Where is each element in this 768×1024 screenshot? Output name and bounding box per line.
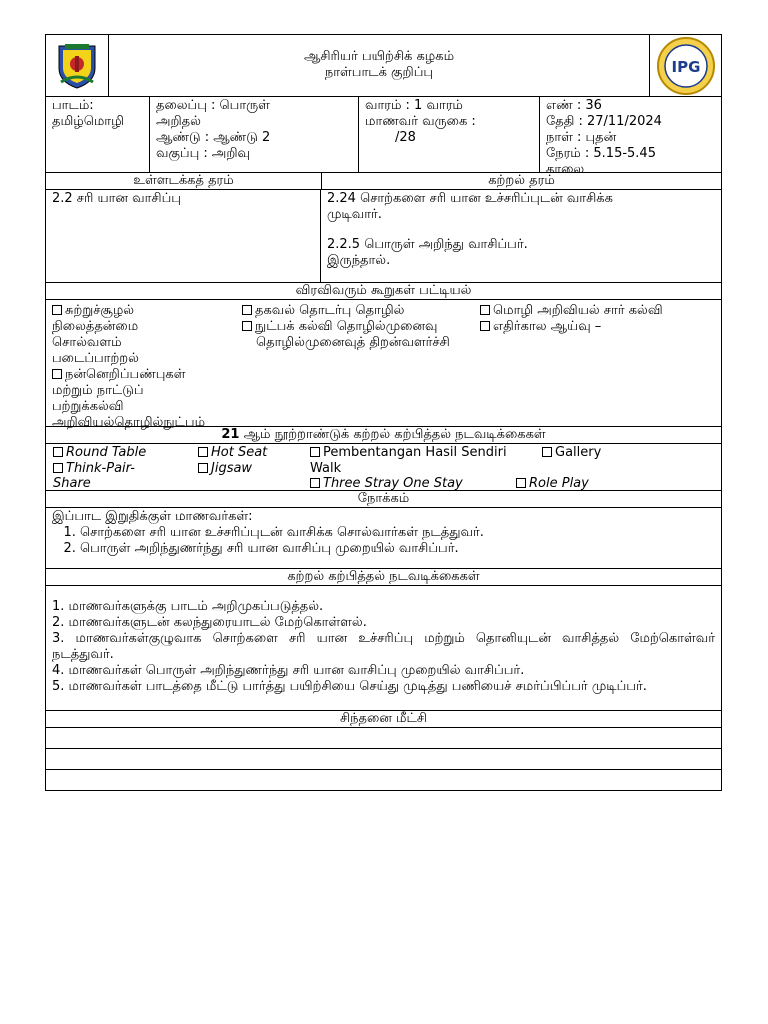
element-item: [52, 351, 230, 367]
element-label: படைப்பாற்றல்: [52, 351, 139, 366]
form-header: [46, 35, 721, 97]
checkbox-icon[interactable]: [198, 463, 208, 473]
objective-item: 1. சொற்களை சரி யான உச்சரிப்புடன் வாசிக்க சொல்வார்கள் நடத்துவர்.: [80, 525, 715, 541]
element-item[interactable]: [480, 303, 715, 319]
element-item: [52, 383, 230, 399]
element-label: சொல்வளம்: [52, 335, 122, 350]
activities-row: [46, 586, 721, 711]
activity-item: 3. மாணவர்கள்குழுவாக சொற்களை சரி யான உச்சரிப்பு மற்றும் தொனியுடன் வாசித்தல் மேற்கொள்வர் நடத்துவர்.: [52, 631, 715, 662]
checkbox-icon[interactable]: [542, 447, 552, 457]
element-item[interactable]: [52, 303, 230, 319]
subject-label: பாடம்:: [52, 98, 94, 113]
left-logo-cell: [46, 35, 109, 96]
strategy-gallery[interactable]: Gallery: [542, 445, 601, 460]
strategies-header-text: ஆம் நூற்றாண்டுக் கற்றல் கற்பித்தல் நடவடிக்கைகள்: [243, 427, 546, 442]
strategies-header: [46, 427, 721, 444]
element-label: மற்றும் நாட்டுப்: [52, 383, 144, 398]
form-title: [109, 35, 650, 96]
lesson-plan-form: [45, 34, 722, 791]
attendance-value: /28: [395, 130, 416, 145]
activity-item: 2. மாணவர்களுடன் கலந்துரையாடல் மேற்கொள்ளல்.: [52, 615, 367, 630]
elements-header: விரவிவரும் கூறுகள் பட்டியல்: [46, 283, 721, 300]
element-item: [52, 319, 230, 335]
title-line-1: ஆசிரியர் பயிற்சிக் கழகம்: [303, 49, 455, 64]
element-label: பற்றுக்கல்வி: [52, 399, 124, 414]
day-line: நாள் : புதன்: [546, 130, 617, 145]
objective-item: 2. பொருள் அறிந்துணர்ந்து சரி யான வாசிப்பு முறையில் வாசிப்பர்.: [80, 541, 715, 557]
time-line: நேரம் : 5.15-5.45: [546, 146, 656, 161]
objectives-intro: இப்பாட இறுதிக்குள் மாணவர்கள்:: [52, 509, 253, 524]
element-item[interactable]: [242, 303, 468, 319]
element-label: தொழில்முனைவுத் திறன்வளர்ச்சி: [256, 335, 450, 350]
elements-col-3: [474, 302, 721, 426]
element-label: நிலைத்தன்மை: [52, 319, 139, 334]
reflection-header: சிந்தனை மீட்சி: [46, 711, 721, 728]
topic-line-2: அறிதல்: [156, 114, 201, 129]
objectives-header: நோக்கம்: [46, 491, 721, 508]
objectives-list: [52, 525, 715, 557]
strategy-think-pair[interactable]: Think-Pair-: [53, 461, 135, 476]
activity-item: 4. மாணவர்கள் பொருள் அறிந்துணர்ந்து சரி யான வாசிப்பு முறையில் வாசிப்பர்.: [52, 663, 525, 678]
content-standard-text: 2.2 சரி யான வாசிப்பு: [46, 190, 321, 282]
strategies-row: [46, 444, 721, 491]
reflection-line-2[interactable]: [46, 749, 721, 770]
checkbox-icon[interactable]: [516, 478, 526, 488]
learning-standard-2: 2.2.5 பொருள் அறிந்து வாசிப்பர்.: [327, 237, 528, 252]
activity-item: 5. மாணவர்கள் பாடத்தை மீட்டு பார்த்து பயிற்சியை செய்து முடித்து பணியைச் சமர்ப்பிப்பர் முடிப்பர்.: [52, 679, 647, 694]
date-cell: [540, 97, 721, 177]
checkbox-icon[interactable]: [242, 305, 252, 315]
school-crest-icon: [55, 42, 99, 90]
standards-row: [46, 190, 721, 283]
element-item[interactable]: [52, 367, 230, 383]
topic-cell: [150, 97, 359, 172]
checkbox-icon[interactable]: [53, 463, 63, 473]
element-item: [52, 335, 230, 351]
institute-seal-icon: [656, 36, 716, 96]
strategy-pembentangan[interactable]: Pembentangan Hasil Sendiri: [310, 445, 507, 460]
checkbox-icon[interactable]: [242, 321, 252, 331]
activities-header: கற்றல் கற்பித்தல் நடவடிக்கைகள்: [46, 569, 721, 586]
subject-value: தமிழ்மொழி: [52, 114, 124, 129]
subject-cell: [46, 97, 150, 172]
strategy-three-stray[interactable]: Three Stray One Stay: [310, 476, 463, 491]
element-label: நன்னெறிப்பண்புகள்: [65, 367, 186, 382]
topic-line-1: தலைப்பு : பொருள்: [156, 98, 270, 113]
learning-standard-1b: முடிவார்.: [327, 207, 382, 222]
title-line-2: நாள்பாடக் குறிப்பு: [324, 65, 434, 80]
lesson-info: [46, 97, 721, 177]
element-item[interactable]: [242, 319, 468, 335]
learning-standard-header: கற்றல் தரம்: [488, 173, 555, 188]
checkbox-icon[interactable]: [198, 447, 208, 457]
strategies-header-number: 21: [221, 427, 240, 442]
strategy-share: Share: [53, 476, 91, 491]
learning-standard-cell: [321, 190, 721, 282]
checkbox-icon[interactable]: [480, 305, 490, 315]
checkbox-icon[interactable]: [310, 478, 320, 488]
checkbox-icon[interactable]: [310, 447, 320, 457]
date-line: தேதி : 27/11/2024: [546, 114, 662, 129]
checkbox-icon[interactable]: [52, 305, 62, 315]
strategy-jigsaw[interactable]: Jigsaw: [198, 461, 252, 476]
learning-standard-2b: இருந்தால்.: [327, 253, 391, 268]
attendance-line: மாணவர் வருகை :: [365, 114, 476, 129]
element-item: [52, 399, 230, 415]
learning-standard-1: 2.24 சொற்களை சரி யான உச்சரிப்புடன் வாசிக்க: [327, 191, 613, 206]
element-label: சுற்றுச்சூழல்: [65, 303, 135, 318]
element-item: [242, 335, 468, 351]
strategy-gallery-walk: Walk: [310, 461, 342, 476]
reflection-line-3[interactable]: [46, 770, 721, 790]
number-line: எண் : 36: [546, 98, 602, 113]
class-line: வகுப்பு : அறிவு: [156, 146, 250, 161]
activity-item: 1. மாணவர்களுக்கு பாடம் அறிமுகப்படுத்தல்.: [52, 599, 324, 614]
element-label: நுட்பக் கல்வி தொழில்முனைவு: [255, 319, 438, 334]
elements-row: [46, 300, 721, 430]
checkbox-icon[interactable]: [480, 321, 490, 331]
content-standard-header: உள்ளடக்கத் தரம்: [46, 173, 322, 189]
right-logo-cell: [650, 35, 721, 96]
element-label: மொழி அறிவியல் சார் கல்வி: [493, 303, 663, 318]
strategy-hot-seat[interactable]: Hot Seat: [198, 445, 267, 460]
checkbox-icon[interactable]: [53, 447, 63, 457]
elements-col-1: [46, 302, 236, 430]
standards-header-row: [46, 173, 721, 190]
checkbox-icon[interactable]: [52, 369, 62, 379]
element-label: எதிர்கால ஆய்வு –: [493, 319, 602, 334]
element-label: அறிவியல்தொழில்நுட்பம்: [52, 415, 206, 430]
year-line: ஆண்டு : ஆண்டு 2: [156, 130, 271, 145]
strategy-role-play[interactable]: Role Play: [516, 476, 589, 491]
time-suffix: காலை: [546, 162, 585, 177]
week-cell: [359, 97, 540, 172]
week-line: வாரம் : 1 வாரம்: [365, 98, 463, 113]
strategy-round-table[interactable]: Round Table: [53, 445, 146, 460]
element-item[interactable]: [480, 319, 715, 335]
objectives-row: [46, 508, 721, 569]
seal-text: IPG: [671, 57, 700, 76]
reflection-line-1[interactable]: [46, 728, 721, 749]
elements-col-2: [236, 302, 474, 426]
element-label: தகவல் தொடர்பு தொழில்: [255, 303, 405, 318]
